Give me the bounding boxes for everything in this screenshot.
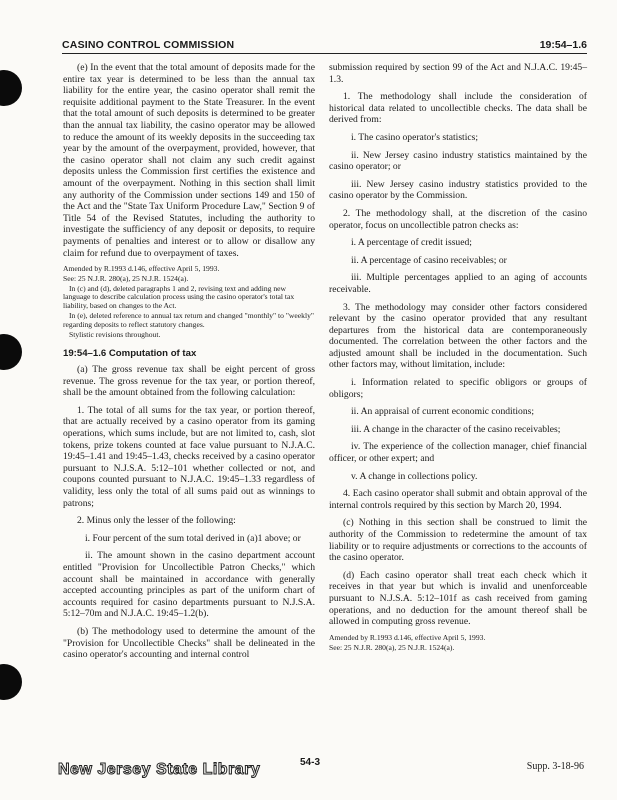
binder-hole: [0, 664, 22, 700]
section-heading: 19:54–1.6 Computation of tax: [63, 348, 197, 360]
header-title: CASINO CONTROL COMMISSION: [62, 39, 235, 51]
list-item: ii. New Jersey casino industry statistics maintained by the casino operator; or: [329, 149, 587, 173]
history-note: In (e), deleted reference to annual tax return and changed "monthly" to "weekly" regarding deposits to reflect statutory changes.: [63, 311, 314, 329]
list-item: ii. A percentage of casino receivables; or: [351, 254, 507, 266]
list-item: 2. Minus only the lesser of the following:: [77, 515, 236, 527]
binder-hole: [0, 334, 22, 370]
paragraph-a: (a) The gross revenue tax shall be eight percent of gross revenue. The gross revenue for the tax year, or portion thereof, shall be the amount obtained from the following calculation:: [63, 364, 315, 399]
list-item: i. The casino operator's statistics;: [351, 131, 479, 143]
history-note: See: 25 N.J.R. 280(a), 25 N.J.R. 1524(a).: [63, 273, 189, 283]
history-note: Amended by R.1993 d.146, effective April 5, 1993.: [329, 632, 486, 642]
left-column: [63, 62, 315, 667]
list-item: 2. The methodology shall, at the discretion of the casino operator, focus on uncollectible patron checks as:: [329, 207, 587, 231]
list-item: 3. The methodology may consider other factors considered relevant by the casino operator provided that any resultant departures from the historical data are contemporaneously documented. The correlation between the other factors and the adjusted amount shall be included in the documentation. Such other factors may, without limitation, include:: [329, 301, 587, 371]
supplement-date: Supp. 3-18-96: [526, 761, 584, 772]
page-number: 54-3: [300, 757, 321, 768]
list-item: iii. Multiple percentages applied to an aging of accounts receivable.: [329, 272, 587, 295]
list-item: i. A percentage of credit issued;: [351, 237, 472, 249]
paragraph-d: (d) Each casino operator shall treat each check which it receives in that year but which is invalid and unenforceable pursuant to N.J.S.A. 5:12–101f as cash received from gaming operations, and no deduction for the amount thereof shall be allowed in computing gross revenue.: [329, 569, 587, 628]
paragraph-b: (b) The methodology used to determine the amount of the "Provision for Uncollectible Checks" shall be delineated in the casino operator's accounting and internal control: [63, 625, 315, 661]
list-item: iii. New Jersey casino industry statistics provided to the casino operator by the Commission.: [329, 178, 587, 202]
list-item: ii. An appraisal of current economic conditions;: [351, 406, 535, 418]
paragraph-c: (c) Nothing in this section shall be construed to limit the authority of the Commission to redetermine the amount of tax liability or to require adjustments or corrections to the accounts of the casino operator.: [329, 517, 587, 564]
list-item: 1. The methodology shall include the consideration of historical data related to uncollectible checks. The data shall be derived from:: [329, 91, 587, 126]
list-item: 4. Each casino operator shall submit and obtain approval of the internal controls required by this section by March 20, 1994.: [329, 488, 587, 511]
list-item: iv. The experience of the collection manager, chief financial officer, or other expert; and: [329, 441, 587, 465]
library-stamp: New Jersey State Library: [58, 761, 261, 778]
history-note: See: 25 N.J.R. 280(a), 25 N.J.R. 1524(a).: [329, 642, 455, 652]
history-note: Stylistic revisions throughout.: [69, 329, 161, 339]
binder-hole: [0, 70, 22, 106]
header-section-number: 19:54–1.6: [539, 39, 587, 51]
list-item: i. Information related to specific obligors or groups of obligors;: [329, 377, 587, 400]
paragraph-b-continued: submission required by section 99 of the Act and N.J.A.C. 19:45–1.3.: [329, 62, 587, 85]
running-header: [62, 38, 587, 54]
list-item: ii. The amount shown in the casino department account entitled "Provision for Uncollectible Patron Checks," which account shall be maintained in accordance with generally accepted accounting principles as part of the uniform chart of accounts required for casino departments pursuant to N.J.S.A. 5:12–70m and N.J.A.C. 19:45–1.2(b).: [63, 550, 315, 620]
history-note: In (c) and (d), deleted paragraphs 1 and 2, revising text and adding new language to describe calculation process using the casino operator's total tax liability, based on changes to the Act.: [63, 283, 295, 311]
list-item: i. Four percent of the sum total derived in (a)1 above; or: [85, 532, 301, 544]
right-column: [329, 62, 587, 653]
list-item: v. A change in collections policy.: [351, 470, 478, 482]
list-item: iii. A change in the character of the casino receivables;: [351, 423, 561, 435]
history-note: Amended by R.1993 d.146, effective April 5, 1993.: [63, 264, 220, 274]
paragraph-e: (e) In the event that the total amount of deposits made for the entire tax year is determined to be less than the annual tax liability for the entire year, the casino operator shall remit the requisite additional payment to the State Treasurer. In the event that the total amount of such deposits is determined to be greater than the annual tax liability, the casino operator may be allowed to reduce the amount of its weekly deposits in the succeeding tax year by the amount of the overpayment, provided, however, that the casino operator shall not claim any such credit against deposits unless the Commission first certifies the existence and amount of the overpayment. Nothing in this section shall limit any authority of the Commission under sections 149 and 150 of the Act and the "State Tax Uniform Procedure Law," Section 9 of Title 54 of the Revised Statutes, including the authority to investigate the sufficiency of any deposit or deposits, to require payments of penalties and interest or to allow or disallow any claim for refund due to overpayment of taxes.: [63, 62, 315, 259]
list-item: 1. The total of all sums for the tax year, or portion thereof, that are actually received by a casino operator from its gaming operations, which sums include, but are not limited to, cash, slot tokens, prize tokens counted at face value pursuant to N.J.A.C. 19:45–1.41 and 19:45–1.43, checks received by a casino operator pursuant to N.J.S.A. 5:12–101 whether collected or not, and coupons counted pursuant to N.J.A.C. 19:45–1.33 regardless of validity, less only the total of all sums paid out as winnings to patrons;: [63, 404, 315, 509]
